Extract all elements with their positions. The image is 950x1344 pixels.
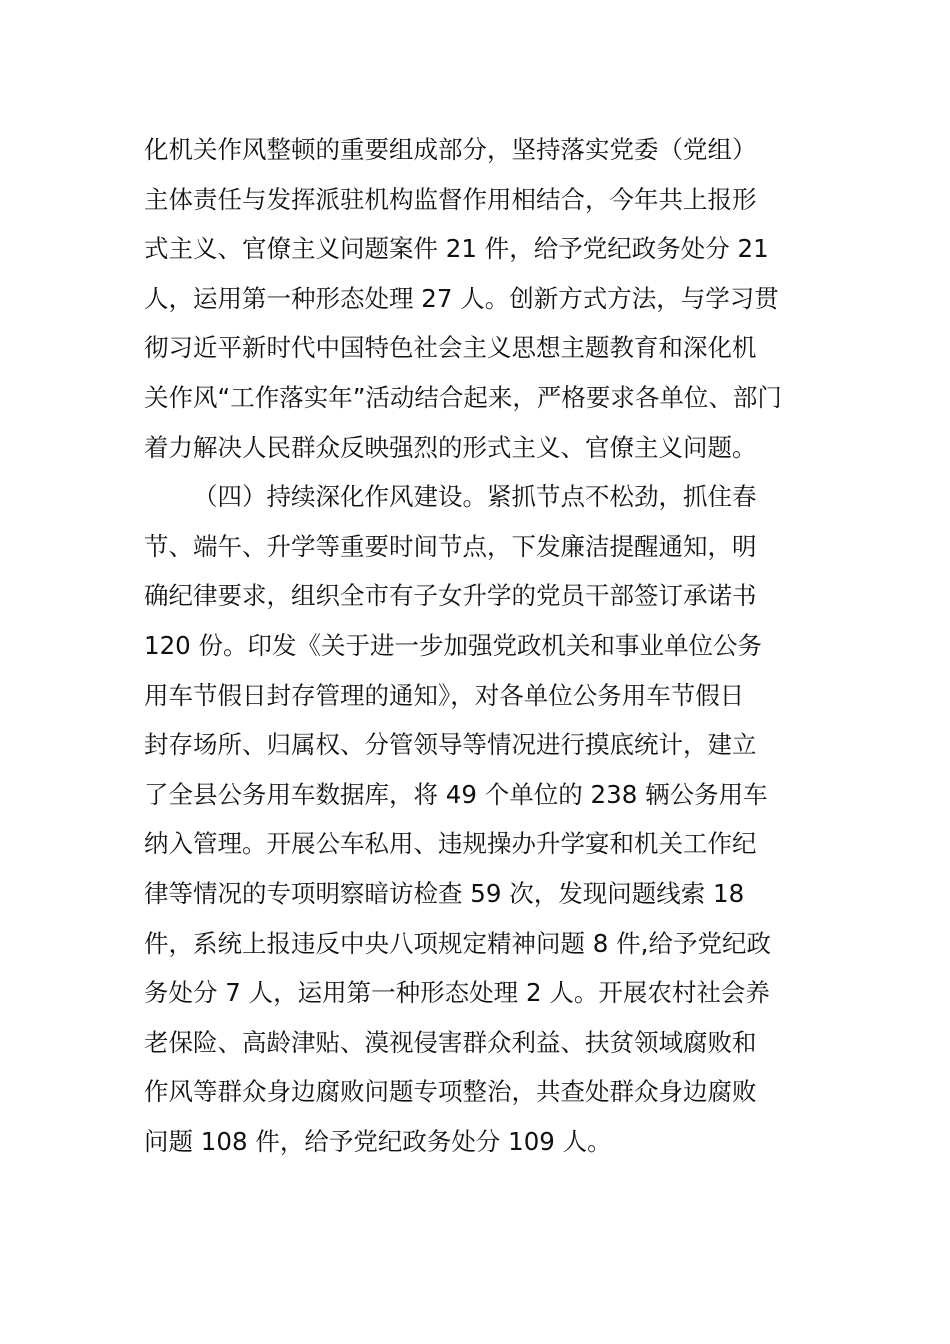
text-line: 化机关作风整顿的重要组成部分，坚持落实党委（党组）: [144, 135, 757, 164]
text-line: 了全县公务用车数据库，将 49 个单位的 238 辆公务用车: [144, 779, 768, 809]
text-line: 人，运用第一种形态处理 27 人。创新方式方法，与学习贯: [144, 283, 779, 313]
text-line: 件，系统上报违反中央八项规定精神问题 8 件,给予党纪政: [144, 928, 771, 958]
text-line: 作风等群众身边腐败问题专项整治，共查处群众身边腐败: [144, 1077, 757, 1107]
paragraph-section-four: [144, 472, 814, 1166]
text-line: 确纪律要求，组织全市有子女升学的党员干部签订承诺书: [144, 581, 757, 611]
document-body: [144, 125, 814, 1166]
paragraph-continuation: [144, 125, 814, 472]
text-line: 120 份。印发《关于进一步加强党政机关和事业单位公务: [144, 630, 763, 660]
text-line: 务处分 7 人，运用第一种形态处理 2 人。开展农村社会养: [144, 978, 770, 1008]
text-line: 节、端午、升学等重要时间节点，下发廉洁提醒通知，明: [144, 531, 757, 561]
text-line: 律等情况的专项明察暗访检查 59 次，发现问题线索 18: [144, 878, 745, 908]
text-line: 关作风“工作落实年”活动结合起来，严格要求各单位、部门: [144, 382, 782, 412]
text-line: 问题 108 件，给予党纪政务处分 109 人。: [144, 1126, 612, 1156]
text-line: 式主义、官僚主义问题案件 21 件，给予党纪政务处分 21: [144, 234, 769, 264]
text-line: 老保险、高龄津贴、漠视侵害群众利益、扶贫领域腐败和: [144, 1027, 757, 1057]
text-line: 纳入管理。开展公车私用、违规操办升学宴和机关工作纪: [144, 829, 757, 859]
text-line: 用车节假日封存管理的通知》，对各单位公务用车节假日: [144, 680, 745, 710]
text-line: 主体责任与发挥派驻机构监督作用相结合，今年共上报形: [144, 184, 757, 214]
text-line: 彻习近平新时代中国特色社会主义思想主题教育和深化机: [144, 333, 757, 363]
text-line: 着力解决人民群众反映强烈的形式主义、官僚主义问题。: [144, 432, 757, 462]
section-heading-line: （四）持续深化作风建设。紧抓节点不松劲，抓住春: [193, 482, 757, 512]
text-line: 封存场所、归属权、分管领导等情况进行摸底统计，建立: [144, 730, 757, 760]
